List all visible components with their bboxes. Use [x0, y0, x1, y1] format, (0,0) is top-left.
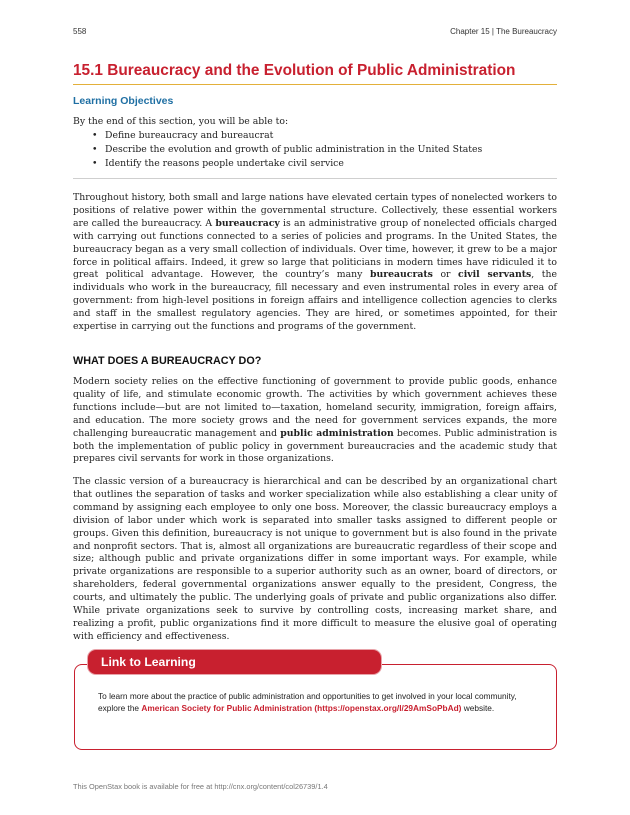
list-item: • Describe the evolution and growth of public administration in the United States — [73, 143, 482, 157]
body-paragraph: The classic version of a bureaucracy is hierarchical and can be described by an organizational chart that outlines the separation of tasks and worker specialization while also establishing a clear unity of command by assigning each employee to only one boss. Moreover, the classic bureaucracy employs a division of labor under which work is separated into smaller tasks assigned to different people or groups. Given this definition, bureaucracy is not unique to government but is also found in the private and nonprofit sectors. That is, almost all organizations are bureaucratic regardless of their scope and size; although public and private organizations differ in some important ways. For example, while private organizations are responsible to a superior authority such as an owner, board of directors, or shareholders, federal governmental organizations answer equally to the president, Congress, the courts, and ultimately the public. The underlying goals of private and public organizations also differ. While private organizations seek to survive by controlling costs, increasing market share, and realizing a profit, public organizations find it more difficult to measure the elusive goal of operating with efficiency and effectiveness. — [73, 476, 557, 642]
learning-objectives-list — [73, 129, 482, 171]
page-number: 558 — [73, 27, 87, 36]
learning-objectives-divider — [73, 178, 557, 179]
page-footer: This OpenStax book is available for free at http://cnx.org/content/col26739/1.4 — [73, 782, 328, 791]
chapter-running-head: Chapter 15 | The Bureaucracy — [450, 27, 557, 36]
key-term: bureaucrats — [369, 269, 433, 281]
learning-objectives-heading: Learning Objectives — [73, 95, 174, 107]
key-term: bureaucracy — [215, 217, 280, 229]
learning-objectives-intro: By the end of this section, you will be able to: — [73, 116, 289, 127]
asp-link[interactable]: American Society for Public Administration (https://openstax.org/l/29AmSoPbAd) — [141, 703, 462, 714]
list-item: • Identify the reasons people undertake civil service — [73, 157, 482, 171]
subsection-heading: WHAT DOES A BUREAUCRACY DO? — [73, 355, 262, 367]
title-divider — [73, 84, 557, 85]
link-to-learning-label: Link to Learning — [101, 655, 196, 669]
key-term: public administration — [280, 427, 394, 439]
body-paragraph: Throughout history, both small and large nations have elevated certain types of nonelected workers to positions of relative power within the governmental structure. Collectively, these essential workers are called the bureaucracy. A bureaucracy is an administrative group of nonelected officials charged with carrying out functions connected to a series of policies and programs. In the United States, the bureaucracy began as a very small collection of individuals. Over time, however, it grew to be a major force in political affairs. Indeed, it grew so large that politicians in modern times have ridiculed it to great political advantage. However, the country’s many bureaucrats or civil servants, the individuals who work in the bureaucracy, fill necessary and even instrumental roles in every area of government: from high-level positions in foreign affairs and intelligence collection agencies to clerks and staff in the smallest regulatory agencies. They are hired, or sometimes appointed, for their expertise in carrying out the functions and programs of the government. — [73, 192, 558, 333]
link-to-learning-tab — [88, 650, 381, 674]
body-paragraph: Modern society relies on the effective functioning of government to provide public goods, enhance quality of life, and stimulate economic growth. The activities by which government achieves these functions include—but are not limited to—taxation, homeland security, immigration, foreign affairs, and education. The more society grows and the need for government services expands, the more challenging bureaucratic management and public administration becomes. Public administration is both the implementation of public policy in government bureaucracies and the academic study that prepares civil servants for work in those organizations. — [73, 376, 557, 465]
section-title: 15.1 Bureaucracy and the Evolution of Public Administration — [73, 62, 516, 79]
key-term: civil servants — [458, 269, 532, 281]
link-to-learning-text: To learn more about the practice of public administration and opportunities to get involved in your local community, explore the American Society for Public Administration (https://openstax.org/l/29AmSoPbAd) website. — [98, 691, 517, 714]
list-item: • Define bureaucracy and bureaucrat — [73, 129, 482, 143]
